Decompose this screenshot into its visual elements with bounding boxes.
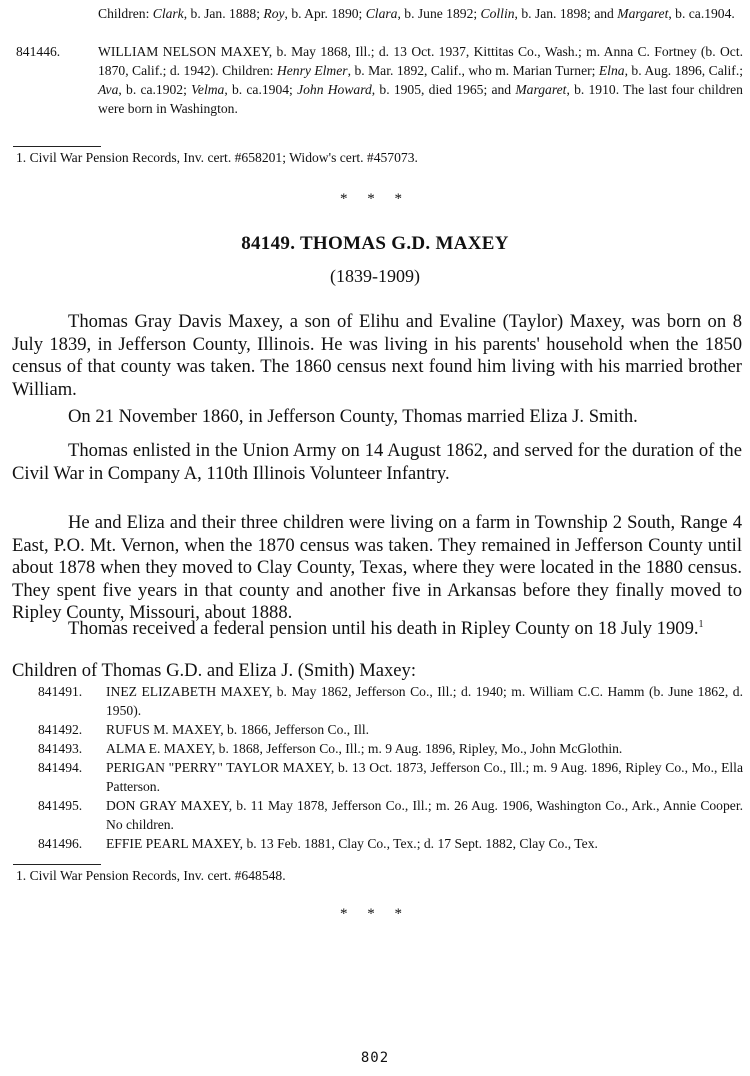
body-paragraph-4: He and Eliza and their three children were living on a farm in Township 2 South, Range 4 East, P.O. Mt. Vernon, when the 1870 census was taken. They remained in Jefferson County until about 1878 when they moved to Clay County, Texas, where they were located in the 1880 census. They spent five years in that county and another five in Arkansas before they finally moved to Ripley County, Missouri, about 1888. bbox=[12, 512, 742, 623]
footnote-marker: 1 bbox=[698, 619, 704, 630]
section-divider: * * * bbox=[340, 191, 410, 207]
child-entry: 841492. RUFUS M. MAXEY, b. 1866, Jefferson Co., Ill. bbox=[38, 722, 370, 737]
children-heading: Children of Thomas G.D. and Eliza J. (Smith) Maxey: bbox=[12, 660, 417, 681]
body-paragraph-2: On 21 November 1860, in Jefferson County, Thomas married Eliza J. Smith. bbox=[68, 406, 638, 427]
footnote-rule bbox=[13, 864, 101, 865]
child-entry: 841494. PERIGAN "PERRY" TAYLOR MAXEY, b. 13 Oct. 1873, Jefferson Co., Ill.; m. 9 Aug. 1896, Ripley Co., Mo., Ella Patterson. bbox=[38, 760, 743, 794]
section-title: 84149. THOMAS G.D. MAXEY bbox=[241, 233, 509, 254]
footnote: 1. Civil War Pension Records, Inv. cert. #658201; Widow's cert. #457073. bbox=[16, 150, 418, 165]
section-dates: (1839-1909) bbox=[330, 266, 420, 286]
children-continuation: Children: Clark, b. Jan. 1888; Roy, b. Apr. 1890; Clara, b. June 1892; Collin, b. Jan. 1898; and Margaret, b. ca.1904. bbox=[98, 6, 735, 21]
body-paragraph-3: Thomas enlisted in the Union Army on 14 August 1862, and served for the duration of the Civil War in Company A, 110th Illinois Volunteer Infantry. bbox=[12, 440, 742, 484]
footnote: 1. Civil War Pension Records, Inv. cert. #648548. bbox=[16, 868, 286, 883]
section-divider: * * * bbox=[340, 906, 410, 922]
child-entry: 841495. DON GRAY MAXEY, b. 11 May 1878, Jefferson Co., Ill.; m. 26 Aug. 1906, Washington Co., Ark., Annie Cooper. No children. bbox=[38, 798, 743, 832]
child-entry: 841496. EFFIE PEARL MAXEY, b. 13 Feb. 1881, Clay Co., Tex.; d. 17 Sept. 1882, Clay Co., Tex. bbox=[38, 836, 598, 851]
child-entry: 841491. INEZ ELIZABETH MAXEY, b. May 1862, Jefferson Co., Ill.; d. 1940; m. William C.C. Hamm (b. June 1862, d. 1950). bbox=[38, 684, 743, 718]
entry-text: WILLIAM NELSON MAXEY, b. May 1868, Ill.; d. 13 Oct. 1937, Kittitas Co., Wash.; m. Anna C. Fortney (b. Oct. 1870, Calif.; d. 1942). Children: Henry Elmer, b. Mar. 1892, Calif., who m. Marian Turner; Elna, b. Aug. 1896, Calif.; Ava, b. ca.1902; Velma, b. ca.1904; John Howard, b. 1905, died 1965; and Margaret, b. 1910. The last four children were born in Washington. bbox=[98, 44, 744, 116]
entry-841446 bbox=[16, 42, 743, 118]
body-paragraph-1: Thomas Gray Davis Maxey, a son of Elihu and Evaline (Taylor) Maxey, was born on 8 July 1839, in Jefferson County, Illinois. He was living in his parents' household when the 1850 census of that county was taken. The 1860 census next found him living with his married brother William. bbox=[12, 311, 742, 400]
page-number: 802 bbox=[360, 1050, 390, 1066]
entry-number: 841446. bbox=[16, 44, 61, 59]
footnote-rule bbox=[13, 146, 101, 147]
child-entry: 841493. ALMA E. MAXEY, b. 1868, Jefferson Co., Ill.; m. 9 Aug. 1896, Ripley, Mo., John McGlothin. bbox=[38, 741, 623, 756]
body-paragraph-5: Thomas received a federal pension until his death in Ripley County on 18 July 1909.$^1$ bbox=[68, 618, 704, 640]
